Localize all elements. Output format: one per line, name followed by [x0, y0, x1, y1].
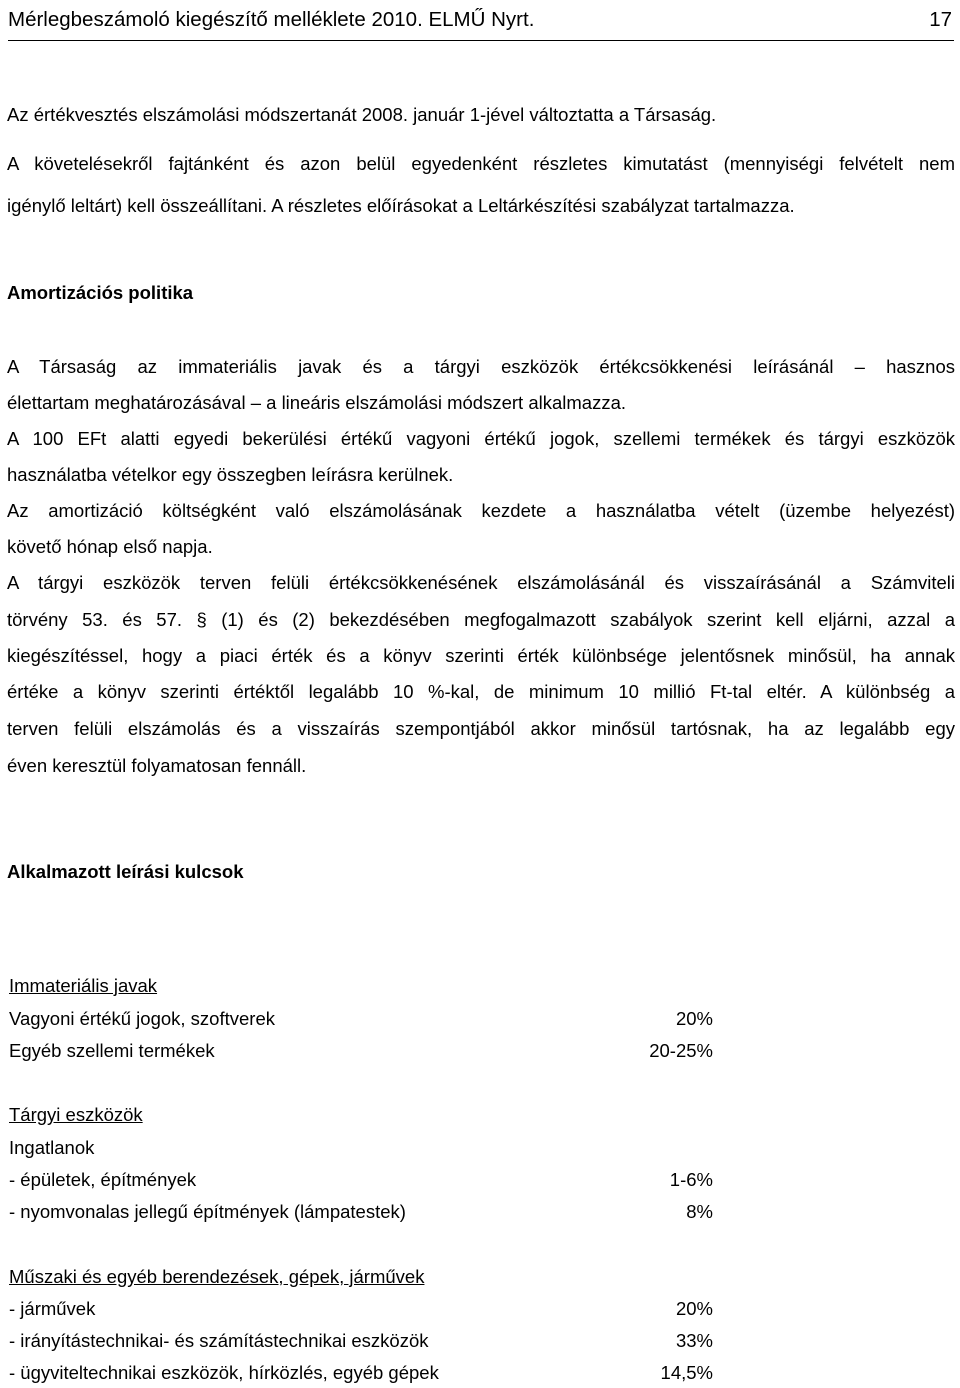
rate-label: - épületek, építmények [9, 1169, 197, 1190]
rate-row [9, 1201, 713, 1227]
amortization-p2-line-2: használatba vételkor egy összegben leírásra kerülnek. [7, 464, 454, 485]
rate-label: - ügyviteltechnikai eszközök, hírközlés, egyéb gépek [9, 1362, 439, 1383]
rate-value: 20% [675, 1008, 713, 1029]
rate-label: Vagyoni értékű jogok, szoftverek [9, 1008, 275, 1029]
tangibles-title: Tárgyi eszközök [9, 1104, 143, 1125]
machinery-title: Műszaki és egyéb berendezések, gépek, járművek [9, 1266, 425, 1287]
rate-value: 20-25% [649, 1040, 713, 1061]
page-number: 17 [929, 8, 952, 31]
rate-row [9, 1008, 713, 1034]
amortization-p1-line-2: élettartam meghatározásával – a lineáris elszámolási módszert alkalmazza. [7, 392, 626, 413]
amortization-p4-line-4: értéke a könyv szerinti értéktől legalább 10 %-kal, de minimum 10 millió Ft-tal eltér. A különbség a [7, 681, 955, 702]
amortization-heading: Amortizációs politika [7, 282, 194, 303]
rate-row [9, 1330, 713, 1356]
rate-label: - nyomvonalas jellegű építmények (lámpatestek) [9, 1201, 406, 1222]
rate-row [9, 1169, 713, 1195]
intangibles-title: Immateriális javak [9, 975, 158, 996]
document-title: Mérlegbeszámoló kiegészítő melléklete 2010. ELMŰ Nyrt. [8, 8, 535, 31]
rate-label: Egyéb szellemi termékek [9, 1040, 215, 1061]
page-header [8, 6, 954, 41]
intro-line-3: igénylő leltárt) kell összeállítani. A részletes előírásokat a Leltárkészítési szabályzat tartalmazza. [7, 195, 795, 216]
rate-label: - járművek [9, 1298, 96, 1319]
rate-label: - irányítástechnikai- és számítástechnikai eszközök [9, 1330, 429, 1351]
amortization-p4-line-1: A tárgyi eszközök terven felüli értékcsökkenésének elszámolásánál és visszaírásánál a Számviteli [7, 572, 955, 593]
amortization-p4-line-2: törvény 53. és 57. § (1) és (2) bekezdésében megfogalmazott szabályok szerint kell eljárni, azzal a [7, 609, 955, 630]
rate-value: 1-6% [669, 1169, 713, 1190]
intro-line-1: Az értékvesztés elszámolási módszertanát 2008. január 1-jével változtatta a Társaság. [7, 104, 717, 125]
rate-value: 20% [675, 1298, 713, 1319]
amortization-p4-line-3: kiegészítéssel, hogy a piaci érték és a könyv szerinti érték különbsége jelentősnek minősül, ha annak [7, 645, 955, 666]
tangibles-subtitle: Ingatlanok [9, 1137, 95, 1158]
rate-row [9, 1298, 713, 1324]
intro-line-2: A követelésekről fajtánként és azon belül egyedenként részletes kimutatást (mennyiségi felvételt nem [7, 153, 955, 174]
rate-row [9, 1362, 713, 1388]
amortization-p4-line-5: terven felüli elszámolás és a visszaírás szempontjából akkor minősül tartósnak, ha az legalább egy [7, 718, 955, 739]
rate-value: 8% [686, 1201, 713, 1222]
amortization-p1-line-1: A Társaság az immateriális javak és a tárgyi eszközök értékcsökkenési leírásánál – hasznos [7, 356, 955, 377]
rate-value: 33% [675, 1330, 713, 1351]
rate-row [9, 1040, 713, 1066]
amortization-p2-line-1: A 100 EFt alatti egyedi bekerülési értékű vagyoni értékű jogok, szellemi termékek és tárgyi eszközök [7, 428, 955, 449]
amortization-p3-line-1: Az amortizáció költségként való elszámolásának kezdete a használatba vételt (üzembe helyezést) [7, 500, 955, 521]
amortization-p4-line-6: éven keresztül folyamatosan fennáll. [7, 755, 307, 776]
rate-value: 14,5% [660, 1362, 713, 1383]
rates-heading: Alkalmazott leírási kulcsok [7, 861, 244, 882]
amortization-p3-line-2: követő hónap első napja. [7, 536, 213, 557]
